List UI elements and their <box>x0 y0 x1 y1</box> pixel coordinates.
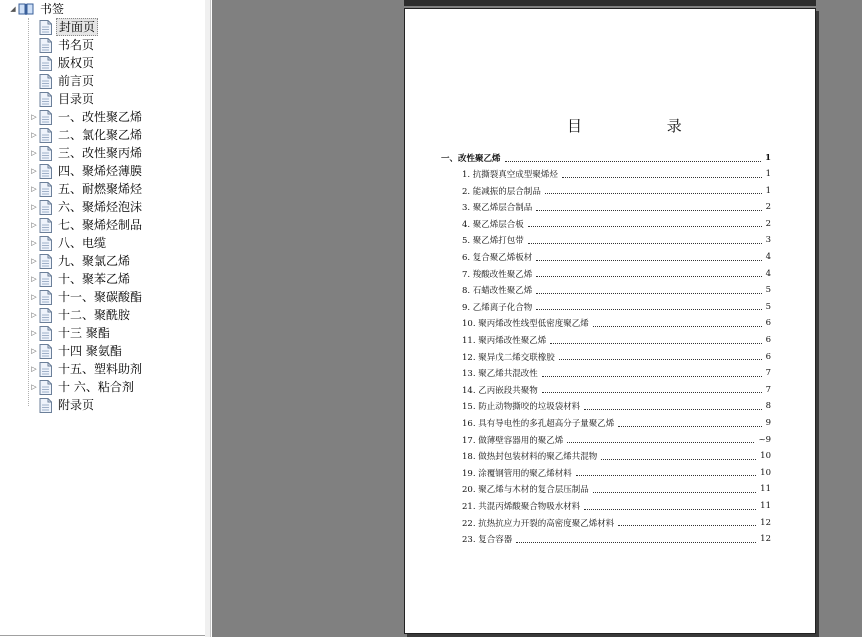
toc-entry[interactable] <box>462 218 771 230</box>
bookmark-label: 十二、聚酰胺 <box>58 308 131 322</box>
bookmark-label: 九、聚氯乙烯 <box>58 254 131 268</box>
page-icon <box>39 182 52 197</box>
toc-leader <box>528 220 762 227</box>
bookmark-item[interactable] <box>29 162 144 180</box>
bookmark-book-icon <box>18 2 34 16</box>
tree-spacer <box>29 18 39 36</box>
page-icon <box>39 326 52 341</box>
toc-entry-label: 21. 共混丙烯酸聚合物吸水材料 <box>462 502 581 512</box>
toc-entry-label: 11. 聚丙烯改性聚乙烯 <box>462 336 547 346</box>
toc-entry-page: 3 <box>765 235 771 246</box>
toc-leader <box>542 386 762 393</box>
page-title: 目 录 <box>567 117 722 135</box>
tree-spacer <box>29 54 39 72</box>
toc-leader <box>584 503 756 510</box>
toc-entry-page: 1 <box>765 169 771 179</box>
expand-icon[interactable]: ▷ <box>31 221 37 229</box>
bookmark-label: 书名页 <box>58 38 95 52</box>
toc-entry[interactable] <box>462 185 771 197</box>
toc-entry-page: 5 <box>765 285 771 296</box>
toc-chapter-label: 一、改性聚乙烯 <box>441 154 501 164</box>
bookmark-item[interactable] <box>29 144 144 162</box>
toc-leader <box>536 287 761 294</box>
page-icon <box>39 164 52 179</box>
expand-icon[interactable]: ▷ <box>31 329 37 337</box>
toc-entry-page: 2 <box>765 218 771 229</box>
page-icon <box>39 38 52 53</box>
tree-spacer <box>29 90 39 108</box>
toc-leader <box>618 519 756 526</box>
expand-icon[interactable]: ▷ <box>31 365 37 373</box>
page-icon <box>39 128 52 143</box>
page-icon <box>39 236 52 251</box>
bookmark-item[interactable] <box>29 90 96 108</box>
toc-leader <box>550 337 761 344</box>
page-icon <box>39 146 52 161</box>
toc-entry-page: 4 <box>765 252 771 262</box>
toc-entry-page: ~9 <box>758 434 771 445</box>
expand-icon[interactable]: ▷ <box>31 113 37 121</box>
expand-icon[interactable]: ▷ <box>31 203 37 211</box>
bookmark-label: 封面页 <box>56 18 98 36</box>
bookmark-label: 十一、聚碳酸酯 <box>58 290 143 304</box>
bookmark-item[interactable] <box>29 342 124 360</box>
page-icon <box>39 344 52 359</box>
toc-entry-page: 7 <box>765 368 771 379</box>
page-icon <box>39 218 52 233</box>
toc-entry-label: 9. 乙烯离子化合物 <box>462 302 533 313</box>
toc-entry-label: 22. 抗热抗应力开裂的高密度聚乙烯材料 <box>462 518 615 529</box>
toc-entry[interactable] <box>462 400 771 412</box>
toc-leader <box>593 486 756 493</box>
page-icon <box>39 254 52 269</box>
toc-leader <box>536 204 761 211</box>
bookmark-item[interactable] <box>29 126 144 144</box>
toc-entry-label: 16. 具有导电性的多孔超高分子量聚乙烯 <box>462 419 615 429</box>
bookmark-label: 五、耐燃聚烯烃 <box>58 182 143 196</box>
toc-entry-page: 6 <box>765 351 771 362</box>
bookmark-label: 七、聚烯烃制品 <box>58 218 143 232</box>
toc-leader <box>567 436 754 443</box>
bookmark-item[interactable] <box>29 252 132 270</box>
bookmark-label: 版权页 <box>58 56 95 70</box>
toc-leader <box>516 536 756 543</box>
toc-leader <box>593 320 762 327</box>
toc-leader <box>542 370 762 377</box>
toc-entry-page: 12 <box>760 517 771 528</box>
toc-entry-label: 5. 聚乙烯打包带 <box>462 236 524 247</box>
bookmark-item[interactable] <box>29 72 96 90</box>
bookmark-item[interactable] <box>29 306 132 324</box>
bookmark-item[interactable] <box>29 216 144 234</box>
toc-entry-page: 10 <box>760 451 771 462</box>
toc-leader <box>536 303 761 310</box>
expand-icon[interactable]: ▷ <box>31 347 37 355</box>
toc-entry-label: 3. 聚乙烯层合制品 <box>462 203 533 214</box>
toc-entry[interactable] <box>462 251 771 263</box>
toc-entry-label: 6. 复合聚乙烯板材 <box>462 253 533 263</box>
page-icon <box>39 308 52 323</box>
bookmark-item[interactable] <box>29 54 96 72</box>
toc-entry-page: 10 <box>760 467 771 478</box>
bookmarks-panel <box>0 0 206 636</box>
page-icon <box>39 380 52 395</box>
page-icon <box>39 290 52 305</box>
expand-icon[interactable]: ▷ <box>31 149 37 157</box>
toc-entry-label: 17. 做薄壁容器用的聚乙烯 <box>462 435 564 446</box>
bookmark-item[interactable] <box>29 198 144 216</box>
expand-icon[interactable]: ▷ <box>31 131 37 139</box>
toc-entry-label: 4. 聚乙烯层合板 <box>462 219 524 230</box>
toc-entry-page: 6 <box>765 335 771 345</box>
toc-entry[interactable] <box>462 351 771 363</box>
previous-page-edge <box>404 0 816 6</box>
toc-entry-label: 20. 聚乙烯与木材的复合层压制品 <box>462 485 589 496</box>
toc-entry-page: 11 <box>760 484 771 495</box>
toc-entry-label: 13. 聚乙烯共混改性 <box>462 369 538 380</box>
page-icon <box>39 200 52 215</box>
toc-leader <box>536 270 761 277</box>
bookmark-item[interactable] <box>29 360 144 378</box>
toc-entry-page: 12 <box>760 534 771 545</box>
expand-icon[interactable]: ▷ <box>31 275 37 283</box>
bookmark-item[interactable] <box>29 324 112 342</box>
toc-entry[interactable] <box>462 483 771 495</box>
tree-spacer <box>29 36 39 54</box>
bookmark-label: 八、电缆 <box>58 236 107 250</box>
bookmark-label: 前言页 <box>58 74 95 88</box>
expand-icon[interactable]: ▷ <box>31 257 37 265</box>
bookmark-label: 四、聚烯烃薄膜 <box>58 164 143 178</box>
toc-leader <box>505 155 762 162</box>
bookmark-label: 三、改性聚丙烯 <box>58 146 143 160</box>
toc-entry[interactable] <box>462 533 771 545</box>
toc-chapter-line[interactable] <box>441 152 771 164</box>
toc-leader <box>559 353 762 360</box>
bookmark-item[interactable] <box>29 108 144 126</box>
toc-leader <box>528 237 762 244</box>
bookmark-label: 一、改性聚乙烯 <box>58 110 143 124</box>
collapse-icon[interactable]: ◢ <box>10 5 16 13</box>
toc-entry[interactable] <box>462 517 771 529</box>
toc-entry-page: 2 <box>765 202 771 213</box>
bookmark-label: 十 六、粘合剂 <box>58 380 134 394</box>
toc-entry-label: 18. 做热封包装材料的聚乙烯共混物 <box>462 452 598 463</box>
toc-entry-page: 11 <box>760 501 771 511</box>
expand-icon[interactable]: ▷ <box>31 293 37 301</box>
bookmark-label: 十三 聚酯 <box>58 326 110 340</box>
bookmark-label: 六、聚烯烃泡沫 <box>58 200 143 214</box>
toc-entry[interactable] <box>462 434 771 446</box>
expand-icon[interactable]: ▷ <box>31 167 37 175</box>
page-icon <box>39 56 52 71</box>
toc-entry-label: 8. 石蜡改性聚乙烯 <box>462 286 533 297</box>
bookmark-item[interactable] <box>29 270 132 288</box>
toc-entry[interactable] <box>462 301 771 313</box>
page-icon <box>39 398 52 413</box>
toc-entry-page: 9 <box>765 418 771 428</box>
toc-entry-page: 4 <box>765 268 771 279</box>
toc-entry[interactable] <box>462 284 771 296</box>
toc-entry-page: 1 <box>765 185 771 196</box>
bookmark-item[interactable] <box>29 36 96 54</box>
bookmark-item[interactable] <box>29 234 108 252</box>
expand-icon[interactable]: ▷ <box>31 239 37 247</box>
page-icon <box>39 74 52 89</box>
toc-chapter-page: 1 <box>765 153 771 163</box>
bookmark-label: 附录页 <box>58 398 95 412</box>
toc-entry[interactable] <box>462 268 771 280</box>
toc-entry-label: 19. 涂覆钢管用的聚乙烯材料 <box>462 468 572 479</box>
page-icon <box>39 110 52 125</box>
toc-leader <box>618 420 761 427</box>
toc-entry[interactable] <box>462 234 771 246</box>
toc-entry-label: 2. 能减振的层合制品 <box>462 186 541 197</box>
bookmark-root[interactable] <box>8 0 66 18</box>
toc-entry-page: 5 <box>765 301 771 312</box>
toc-leader <box>576 469 756 476</box>
bookmark-label: 十四 聚氨酯 <box>58 344 122 358</box>
toc-entry[interactable] <box>462 317 771 329</box>
toc-entry-label: 23. 复合容器 <box>462 535 513 546</box>
toc-entry-label: 15. 防止动物撕咬的垃圾袋材料 <box>462 402 581 413</box>
bookmark-item[interactable] <box>29 396 96 414</box>
toc-entry[interactable] <box>462 417 771 429</box>
expand-icon[interactable]: ▷ <box>31 383 37 391</box>
toc-leader <box>584 403 761 410</box>
toc-leader <box>562 171 762 178</box>
toc-entry[interactable] <box>462 500 771 512</box>
bookmark-label: 十五、塑料助剂 <box>58 362 143 376</box>
bookmark-label: 目录页 <box>58 92 95 106</box>
bookmark-item[interactable] <box>29 180 144 198</box>
toc-entry-page: 7 <box>765 384 771 395</box>
toc-leader <box>601 453 756 460</box>
expand-icon[interactable]: ▷ <box>31 185 37 193</box>
expand-icon[interactable]: ▷ <box>31 311 37 319</box>
document-page <box>404 8 816 634</box>
toc-entry-label: 12. 聚异戊二烯交联橡胶 <box>462 352 555 363</box>
bookmark-label: 二、氯化聚乙烯 <box>58 128 143 142</box>
toc-entry-page: 8 <box>765 401 771 412</box>
toc-entry[interactable] <box>462 334 771 346</box>
tree-spacer <box>29 72 39 90</box>
page-icon <box>39 20 52 35</box>
toc-entry-label: 1. 抗撕裂真空成型聚烯烃 <box>462 170 558 180</box>
toc-entry-page: 6 <box>765 318 771 329</box>
toc-entry[interactable] <box>462 467 771 479</box>
page-icon <box>39 272 52 287</box>
toc-entry-label: 10. 聚丙烯改性线型低密度聚乙烯 <box>462 319 589 330</box>
toc-leader <box>545 187 762 194</box>
toc-entry-label: 7. 羧酸改性聚乙烯 <box>462 269 533 280</box>
bookmark-label: 十、聚苯乙烯 <box>58 272 131 286</box>
toc-entry[interactable] <box>462 168 771 180</box>
toc-entry-label: 14. 乙丙嵌段共聚物 <box>462 385 538 396</box>
bookmark-item[interactable] <box>29 288 144 306</box>
page-icon <box>39 362 52 377</box>
bookmark-item[interactable] <box>29 18 98 36</box>
page-icon <box>39 92 52 107</box>
toc-entry[interactable] <box>462 201 771 213</box>
bookmark-root-label: 书签 <box>40 2 65 16</box>
toc-leader <box>536 254 761 261</box>
toc-entry[interactable] <box>462 450 771 462</box>
toc-entry[interactable] <box>462 367 771 379</box>
sidebar-scrollbar[interactable] <box>205 0 211 637</box>
toc-entry[interactable] <box>462 384 771 396</box>
bookmark-item[interactable] <box>29 378 136 396</box>
tree-spacer <box>29 396 39 414</box>
